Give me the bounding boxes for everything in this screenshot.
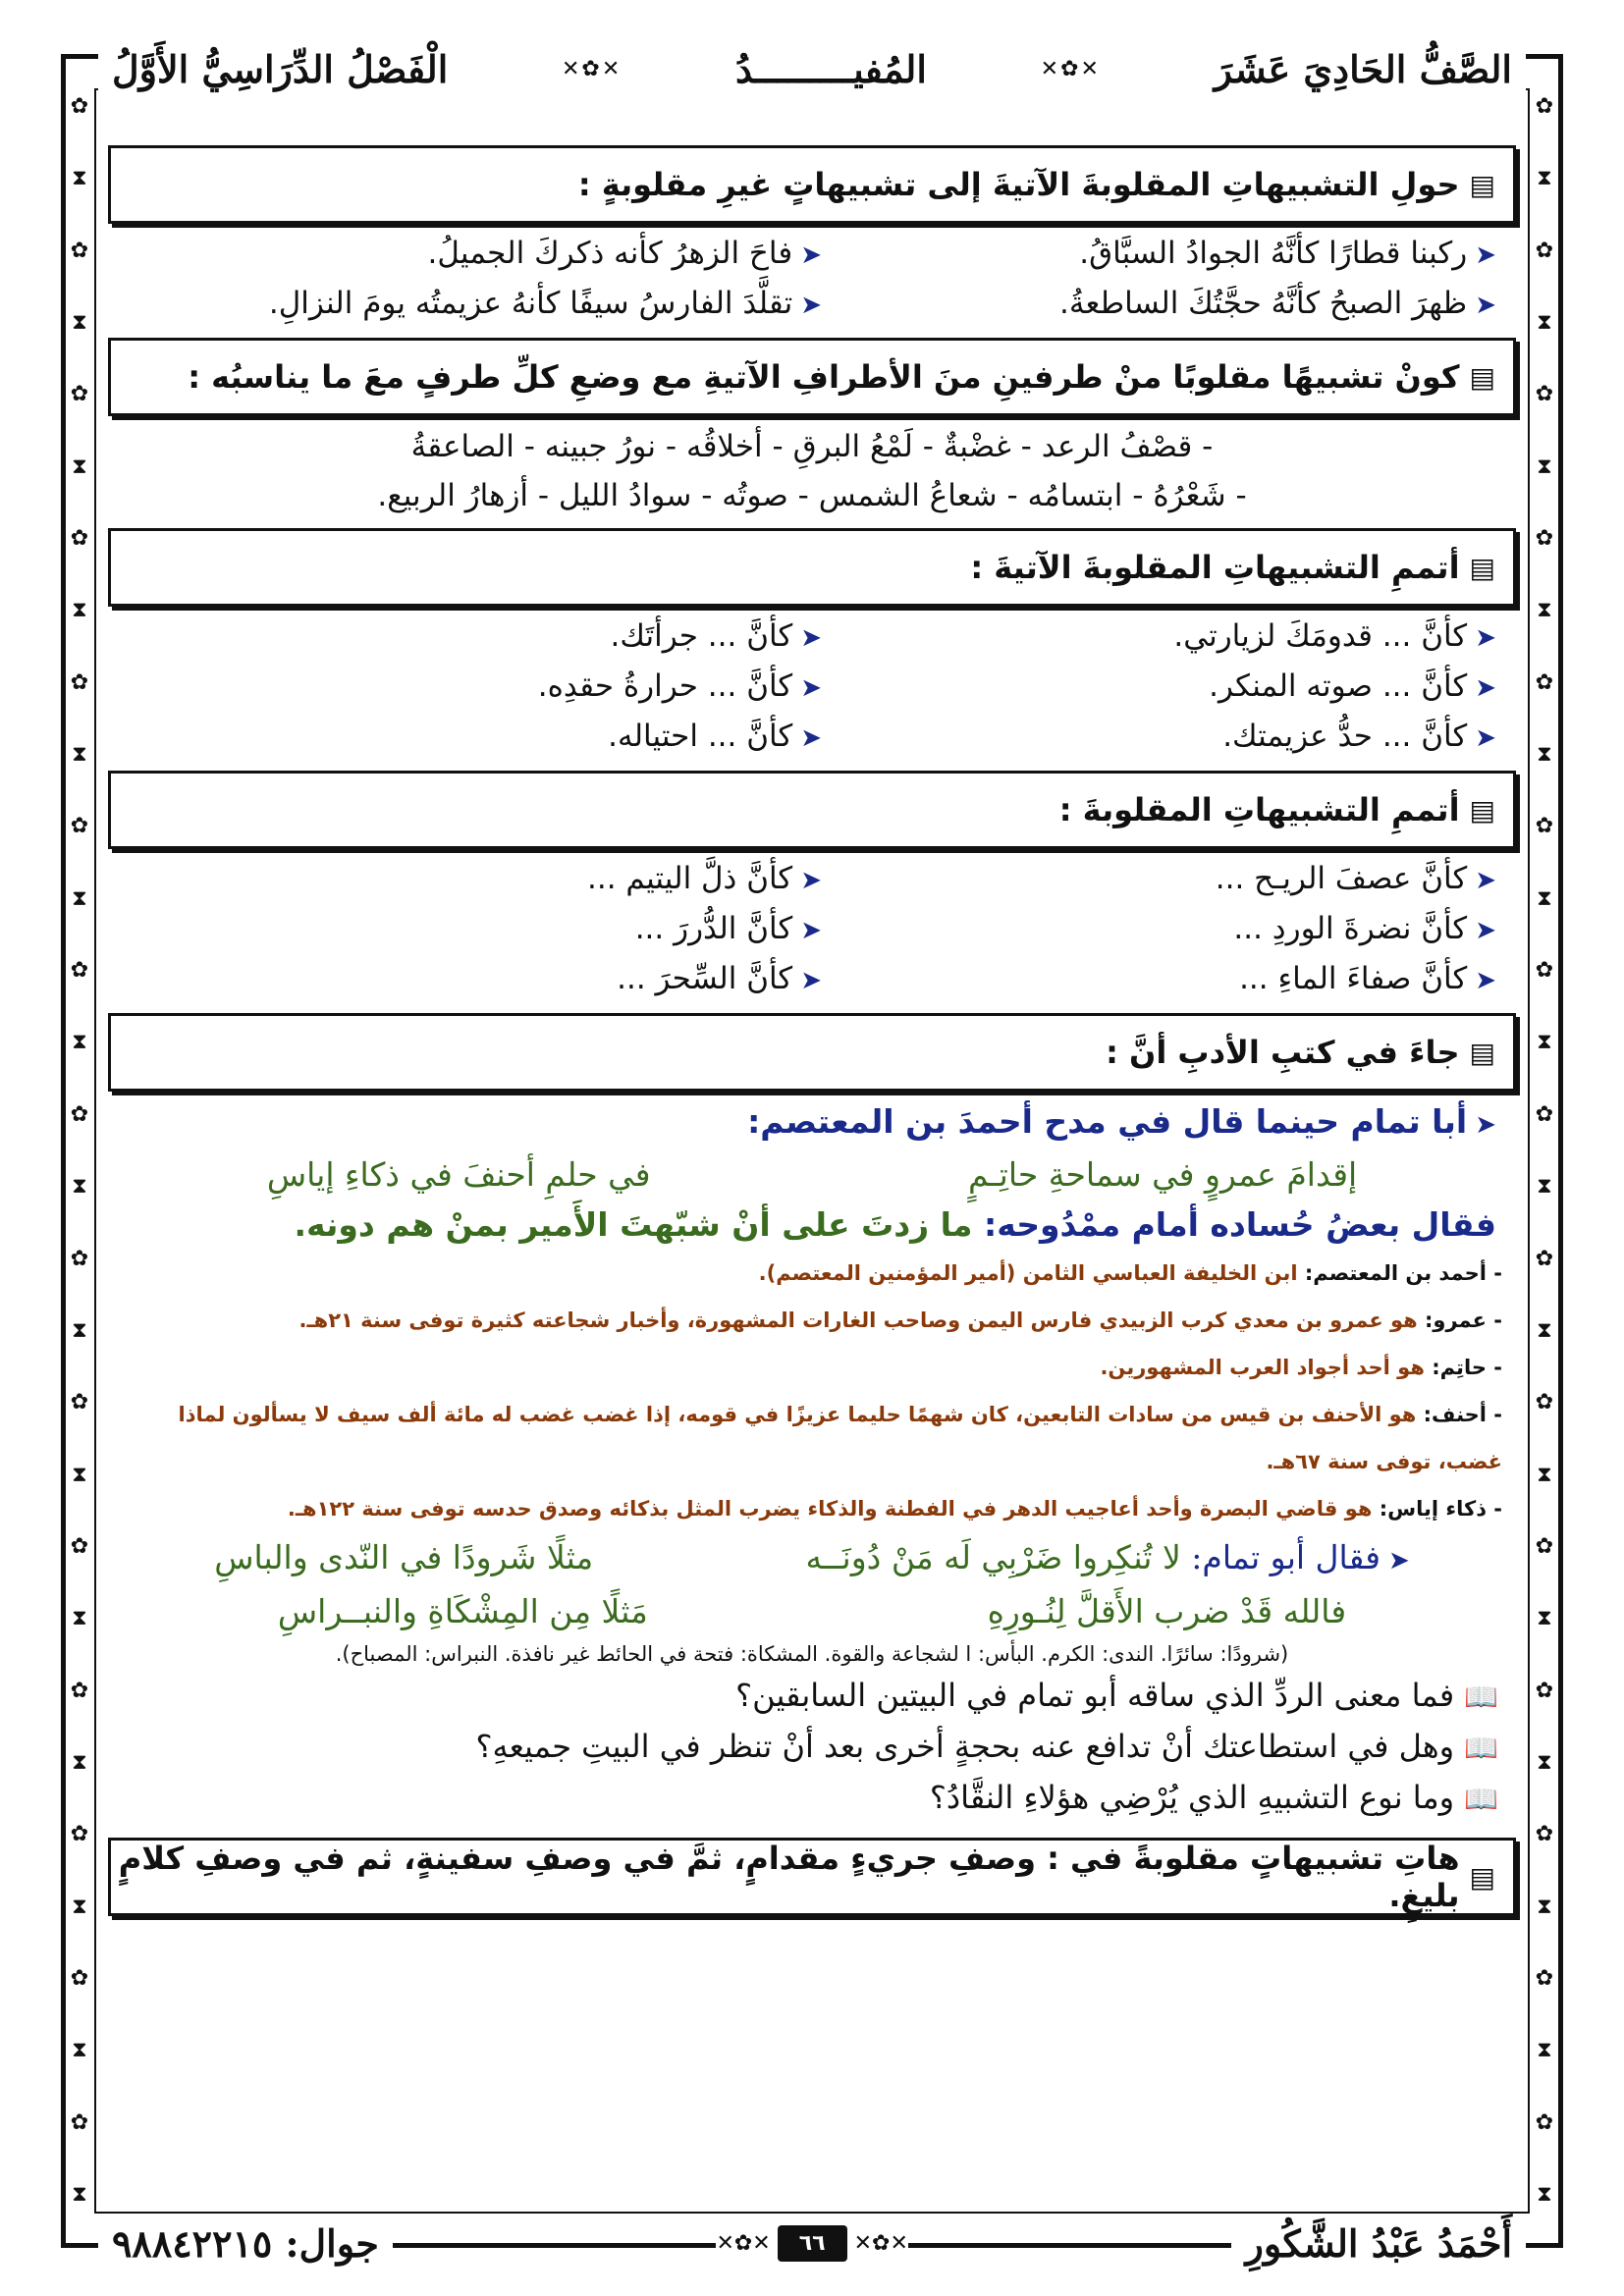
note-item: - عمرو: هو عمرو بن معدي كرب الزبيدي فارس اليمن وصاحب الغارات المشهورة، وأخبار شجاعته كثيرة توفى سنة ٢١هـ. — [298, 1308, 1502, 1332]
arrow-icon: ➤ — [1475, 723, 1496, 753]
section-2-title: كونْ تشبيهًا مقلوبًا منْ طرفينِ منَ الأطرافِ الآتيةِ مع وضعِ كلِّ طرفٍ معَ ما يناسبُه : — [188, 358, 1460, 396]
section-4-title: أتممِ التشبيهاتِ المقلوبةَ : — [1058, 791, 1460, 828]
list-item: كأنَّ ... حدُّ عزيمتك. — [1222, 719, 1468, 754]
section-5-title: جاءَ في كتبِ الأدبِ أنَّ : — [1106, 1034, 1460, 1071]
story-intro: ➤أبا تمام حينما قال في مدح أحمدَ بن المعتصم: — [747, 1102, 1496, 1141]
verse-hemistich: مَثلًا مِن المِشْكَاةِ والنبــراسِ — [277, 1592, 648, 1630]
section-3-row — [108, 613, 1516, 663]
list-item: كأنَّ عصفَ الريـح ... — [1215, 861, 1468, 896]
arrow-icon: ➤ — [1475, 966, 1496, 995]
arrow-icon: ➤ — [1475, 623, 1496, 653]
grade-label: الصَّفُّ الحَادِيَ عَشَرَ — [1201, 47, 1526, 91]
arrow-icon: ➤ — [1475, 916, 1496, 945]
list-item: كأنَّ الدُّررَ ... — [634, 911, 793, 946]
section-4-row — [108, 855, 1516, 905]
arrow-icon: ➤ — [800, 623, 822, 653]
section-3-title: أتممِ التشبيهاتِ المقلوبةَ الآتيةَ : — [970, 549, 1460, 586]
note-item: - حاتِم: هو أحد أجواد العرب المشهورين. — [1100, 1356, 1502, 1379]
list-item: كأنَّ ذلَّ اليتيم ... — [587, 861, 793, 896]
author-name: أَحْمَدُ عَبْدُ الشَّكُورِ — [1231, 2221, 1526, 2266]
section-3-header — [108, 528, 1516, 607]
arrow-icon: ➤ — [800, 291, 822, 320]
verse-hemistich: إقدامَ عمروٍ في سماحةِ حاتِـمٍ — [968, 1155, 1358, 1194]
book-icon: ▤ — [1469, 793, 1495, 827]
section-3-row — [108, 713, 1516, 763]
red-book-icon: 📖 — [1464, 1732, 1498, 1764]
arrow-icon: ➤ — [800, 240, 822, 270]
red-book-icon: 📖 — [1464, 1681, 1498, 1713]
worksheet-content — [108, 137, 1516, 1922]
verse-hemistich: فالله قَدْ ضرب الأَقلَّ لِنُـورِهِ — [987, 1592, 1347, 1630]
section-3-row — [108, 663, 1516, 713]
list-item: كأنَّ السِّحرَ ... — [617, 961, 793, 996]
list-item: كأنَّ ... قدومَكَ لزيارتي. — [1173, 618, 1468, 654]
list-item: كأنَّ ... حرارةُ حقدِه. — [537, 668, 793, 704]
term-label: الْفَصْلُ الدِّرَاسِيُّ الأَوَّلُ — [98, 47, 461, 91]
left-border-ornament: ✿ ⧗ ✿ ⧗ ✿ ⧗ ✿ ⧗ ✿ ⧗ ✿ ⧗ ✿ ⧗ ✿ ⧗ ✿ ⧗ ✿ ⧗ ✿ ⧗ ✿ ⧗ ✿ ⧗ ✿ ⧗ ✿ ⧗ — [70, 94, 89, 2207]
page-header — [98, 39, 1526, 98]
red-book-icon: 📖 — [1464, 1783, 1498, 1815]
question-item: 📖وهل في استطاعتك أنْ تدافع عنه بحجةٍ أخرى بعد أنْ تنظر في البيتِ جميعهِ؟ — [475, 1728, 1498, 1765]
list-item: فاحَ الزهرُ كأنه ذكركَ الجميلُ. — [427, 236, 793, 271]
arrow-icon: ➤ — [800, 866, 822, 895]
arrow-icon: ➤ — [1475, 291, 1496, 320]
arrow-icon: ➤ — [1388, 1546, 1410, 1575]
section-4-header — [108, 771, 1516, 849]
section-5-header — [108, 1013, 1516, 1092]
arrow-icon: ➤ — [800, 673, 822, 703]
section-2-words-1: - قصْفُ الرعد - غضْبةٌ - لَمْعُ البرقِ - أخلاقُه - نورُ جبينه - الصاعقةُ — [410, 429, 1214, 464]
page-number: ٦٦ — [778, 2225, 847, 2262]
verse-hemistich: مثلًا شَرودًا في النّدى والباسِ — [214, 1538, 594, 1576]
section-1-row — [108, 280, 1516, 330]
header-ornament: ✕✿✕ — [1040, 56, 1101, 81]
section-1-row — [108, 230, 1516, 280]
verse-2: ➤فقال أبو تمام: لا تُنكِروا ضَرْبِي لَه مَنْ دُونَــه مثلًا شَرودًا في النّدى والباسِ — [108, 1532, 1516, 1586]
header-ornament: ✕✿✕ — [561, 56, 623, 81]
list-item: ركبنا قطارًا كأنَّهُ الجوادُ السبَّاقُ. — [1079, 236, 1468, 271]
arrow-icon: ➤ — [800, 916, 822, 945]
list-item: كأنَّ صفاءَ الماءِ ... — [1239, 961, 1468, 996]
book-icon: ▤ — [1469, 551, 1495, 584]
note-item: - أحنف: هو الأحنف بن قيس من سادات التابعين، كان شهمًا حليما عزيزًا في قومه، إذا غضب غضب له مائة ألف سيف لا يسألون لماذا غضب، توفى سنة ٦٧هـ. — [178, 1403, 1502, 1473]
verse-3 — [108, 1586, 1516, 1637]
glossary: (شرودًا: سائرًا. الندى: الكرم. البأس: ا لشجاعة والقوة. المشكاة: فتحة في الحائط غير نافذة. النبراس: المصباح). — [335, 1642, 1289, 1666]
section-2-header — [108, 338, 1516, 416]
arrow-icon: ➤ — [800, 723, 822, 753]
list-item: كأنَّ نضرةَ الوردِ ... — [1233, 911, 1468, 946]
list-item: تقلَّدَ الفارسُ سيفًا كأنهُ عزيمتُه يومَ النزالِ. — [268, 286, 793, 321]
question-item: 📖وما نوع التشبيهِ الذي يُرْضِي هؤلاءِ النقَّادُ؟ — [929, 1779, 1498, 1816]
section-1-header — [108, 145, 1516, 224]
book-icon: ▤ — [1469, 1036, 1495, 1069]
page-footer — [98, 2214, 1526, 2272]
section-2-words-2: - شَعْرُهُ - ابتسامُه - شعاعُ الشمس - صوتُه - سوادُ الليل - أزهارُ الربيع. — [377, 478, 1247, 513]
section-6-title: هاتِ تشبيهاتٍ مقلوبةً في : وصفِ جريءٍ مقدامٍ، ثمَّ في وصفِ سفينةٍ، ثم في وصفِ كلامٍ بليغٍ. — [118, 1840, 1460, 1914]
footer-ornament: ✕✿✕ ٦٦ ✕✿✕ — [716, 2231, 907, 2256]
verse-hemistich: في حلمِ أحنفَ في ذكاءِ إياسِ — [266, 1155, 651, 1194]
arrow-icon: ➤ — [1475, 866, 1496, 895]
arrow-icon: ➤ — [1475, 240, 1496, 270]
list-item: كأنَّ ... صوته المنكر. — [1209, 668, 1468, 704]
list-item: ظهرَ الصبحُ كأنَّهُ حجَّتُكَ الساطعةُ. — [1059, 286, 1468, 321]
section-4-row — [108, 905, 1516, 955]
book-icon: ▤ — [1469, 168, 1495, 201]
critic-remark: فقال بعضُ حُساده أمام ممْدُوحه: ما زدتَ على أنْ شبّهتَ الأَمير بمنْ هم دونه. — [294, 1205, 1496, 1244]
book-icon: ▤ — [1469, 360, 1495, 394]
arrow-icon: ➤ — [1475, 1110, 1496, 1140]
section-6-header — [108, 1838, 1516, 1916]
arrow-icon: ➤ — [800, 966, 822, 995]
arrow-icon: ➤ — [1475, 673, 1496, 703]
note-item: - أحمد بن المعتصم: ابن الخليفة العباسي الثامن (أمير المؤمنين المعتصم). — [758, 1261, 1502, 1285]
verse-1 — [108, 1149, 1516, 1201]
list-item: كأنَّ ... احتياله. — [608, 719, 793, 754]
book-icon: ▤ — [1469, 1860, 1495, 1894]
section-4-row — [108, 955, 1516, 1005]
question-item: 📖فما معنى الردِّ الذي ساقه أبو تمام في البيتين السابقين؟ — [735, 1677, 1498, 1714]
book-title: المُفيـــــــــدُ — [722, 47, 941, 91]
list-item: كأنَّ ... جرأتَك. — [610, 618, 793, 654]
right-border-ornament: ✿ ⧗ ✿ ⧗ ✿ ⧗ ✿ ⧗ ✿ ⧗ ✿ ⧗ ✿ ⧗ ✿ ⧗ ✿ ⧗ ✿ ⧗ ✿ ⧗ ✿ ⧗ ✿ ⧗ ✿ ⧗ ✿ ⧗ — [1535, 94, 1554, 2207]
section-1-title: حولِ التشبيهاتِ المقلوبةَ الآتيةَ إلى تشبيهاتٍ غيرِ مقلوبةٍ : — [577, 166, 1460, 203]
phone-number: جوال: ٩٨٨٤٢٢١٥ — [98, 2221, 393, 2266]
note-item: - ذكاء إياس: هو قاضي البصرة وأحد أعاجيب الدهر في الفطنة والذكاء يضرب المثل بذكائه وصدق حدسه توفى سنة ١٢٢هـ. — [287, 1497, 1502, 1521]
